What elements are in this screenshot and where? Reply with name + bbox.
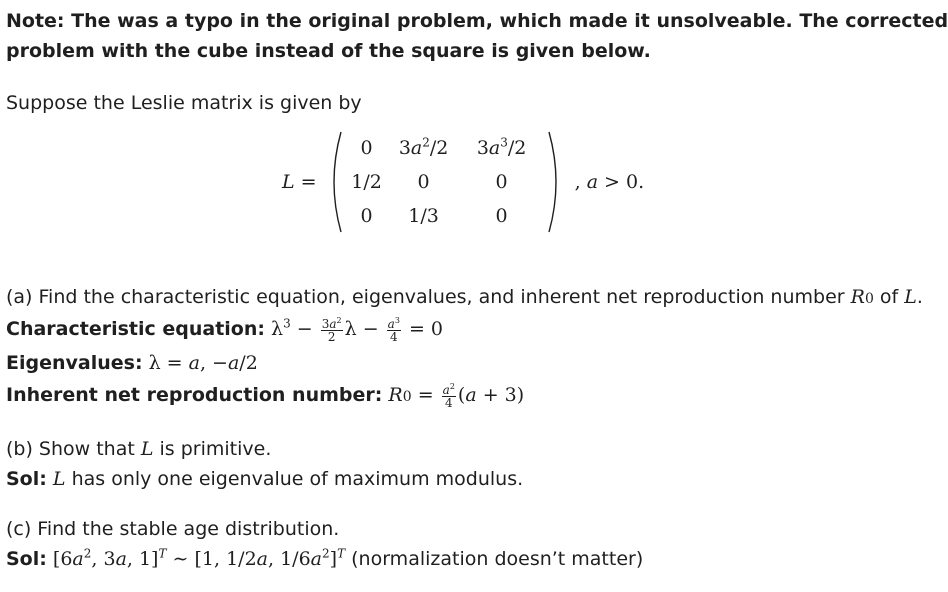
leslie-matrix: [282, 130, 644, 234]
matrix-cell-2-2: 0: [495, 205, 508, 227]
part-b-sol-text: L has only one eigenvalue of maximum modulus.: [52, 468, 524, 490]
left-paren: [325, 130, 345, 234]
eigen-label: Eigenvalues:: [6, 352, 143, 374]
part-a-question: (a) Find the characteristic equation, eigenvalues, and inherent net reproduction number R0 of L.: [6, 286, 923, 308]
r0-row: [6, 382, 524, 410]
right-paren: [545, 130, 565, 234]
eigen-math: λ = a, −a/2: [148, 352, 258, 374]
note-line-1: Note: The was a typo in the original problem, which made it unsolveable. The corrected: [6, 10, 948, 32]
intro-text: Suppose the Leslie matrix is given by: [6, 92, 362, 114]
matrix-cell-2-1: 1/3: [408, 205, 439, 227]
matrix-cell-2-0: 0: [360, 205, 373, 227]
r0-label: Inherent net reproduction number:: [6, 384, 383, 406]
char-eq-math: $\lambda^3$ − $\frac{3a^2}{2}$ λ − $\frac{a^3}{4}$ = 0: [271, 315, 444, 344]
matrix-cell-0-0: 0: [360, 137, 373, 159]
matrix-grid: [347, 131, 543, 233]
matrix-condition: , a > 0.: [574, 171, 645, 193]
part-b-sol-label: Sol:: [6, 468, 47, 490]
part-c-sol-note: (normalization doesn’t matter): [351, 548, 644, 570]
part-b-question: (b) Show that L is primitive.: [6, 438, 272, 460]
part-c-question: (c) Find the stable age distribution.: [6, 518, 340, 540]
r0-math: R0 = $\frac{a^2}{4}$ (a + 3): [388, 381, 525, 410]
part-c-sol-label: Sol:: [6, 548, 47, 570]
part-c-solution: [6, 546, 643, 572]
char-eq-label: Characteristic equation:: [6, 318, 265, 340]
matrix-cell-0-1: $3a^2/2$: [398, 135, 449, 159]
char-eq-row: [6, 316, 443, 343]
matrix-cell-1-0: 1/2: [351, 171, 382, 193]
matrix-cell-1-2: 0: [495, 171, 508, 193]
matrix-lhs: L =: [282, 171, 317, 193]
note-line-2: problem with the cube instead of the square is given below.: [6, 40, 651, 62]
matrix-cell-0-2: $3a^3/2$: [476, 135, 527, 159]
matrix-cell-1-1: 0: [417, 171, 430, 193]
part-b-solution: [6, 466, 523, 492]
part-c-sol-math: [$6a^2$, 3a, 1]$^T$ ∼ [1, 1/2a, $1/6a^2]^T$: [52, 546, 346, 570]
eigen-row: [6, 350, 258, 376]
